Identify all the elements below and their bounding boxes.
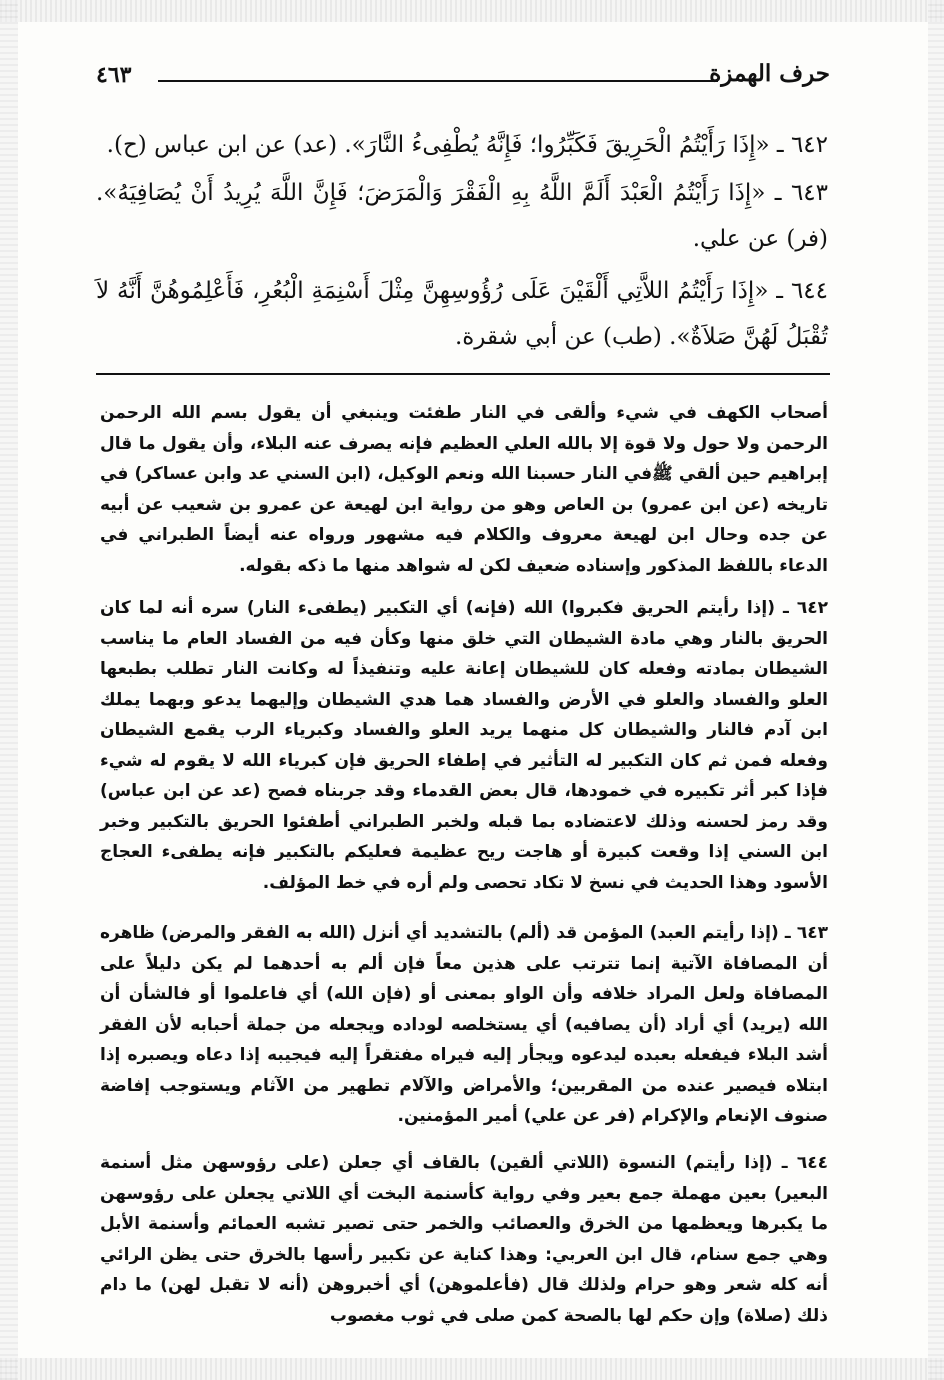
scan-border-top [0, 0, 944, 22]
chapter-title: حرف الهمزة [709, 60, 830, 87]
page-number: ٤٦٣ [96, 62, 132, 88]
section-divider [96, 373, 830, 375]
commentary-paragraph-642: ٦٤٢ ـ (إذا رأيتم الحريق فكبروا) الله (فإنه) أي التكبير (يطفىء النار) سره أنه لما كان الحريق بالنار وهي مادة الشيطان التي خلق منها وكأن فيه من الفساد العام ما يناسب الشيطان بمادته وفعله كان للشيطان إعانة عليه وتنفيذاً له وكانت النار تطلب بطبعها العلو والفساد والعلو في الأرض والفساد هما هدي الشيطان وإليهما يدعو وبهما يملك ابن آدم فالنار والشيطان كل منهما يريد العلو والفساد وكبرياء الرب يقمع الشيطان وفعله فمن ثم كان التكبير له التأثير في إطفاء الحريق فإن كبرياء الله لا يقوم له شيء فإذا كبر أثر تكبيره في خمودها، قال بعض القدماء وقد جربناه فصح (عد عن ابن عباس) وقد رمز لحسنه وذلك لاعتضاده بما قبله ولخبر الطبراني أطفئوا الحريق بالتكبير وخبر ابن السني إذا وقعت كبيرة أو هاجت ريح عظيمة فعليكم بالتكبير فإنه يطفىء العجاج الأسود وهذا الحديث في نسخ لا تكاد تحصى ولم أره في خط المؤلف. [100, 598, 828, 893]
page-header [96, 58, 830, 98]
commentary-paragraph-continued: أصحاب الكهف في شيء وألقى في النار طفئت وينبغي أن يقول بسم الله الرحمن الرحمن ولا حول ولا قوة إلا بالله العلي العظيم فإنه يصرف عنه البلاء، وأن يقول ما قال إبراهيم حين ألقي ﷺفي النار حسبنا الله ونعم الوكيل، (ابن السني عد وابن عساكر) في تاريخه (عن ابن عمرو) بن العاص وهو من رواية ابن لهيعة عن عمرو بن شعيب عن أبيه عن جده وحال ابن لهيعة معروف والكلام فيه مشهور ورواه عنه أيضاً الطبراني في الدعاء باللفظ المذكور وإسناده ضعيف لكن له شواهد منها ما ذكه بقوله. [100, 403, 828, 576]
hadith-642: ٦٤٢ ـ «إِذَا رَأَيْتُمُ الْحَرِيقَ فَكَبِّرُوا؛ فَإِنَّهُ يُطْفِىءُ النَّارَ». (عد) عن ابن عباس (ح). [106, 132, 828, 158]
scan-border-left [0, 0, 18, 1380]
hadith-643: ٦٤٣ ـ «إِذَا رَأَيْتُمُ الْعَبْدَ أَلَمَّ اللَّهُ بِهِ الْفَقْرَ وَالْمَرَضَ؛ فَإِنَّ اللَّهَ يُرِيدُ أَنْ يُصَافِيَهُ». (فر) عن علي. [96, 180, 828, 252]
hadith-644: ٦٤٤ ـ «إِذَا رَأَيْتُمُ اللاَّتِي أَلْقَيْنَ عَلَى رُؤُوسِهِنَّ مِثْلَ أَسْنِمَةِ الْبُعُرِ، فَأَعْلِمُوهُنَّ أَنَّهُ لاَ تُقْبَلُ لَهُنَّ صَلاَةٌ». (طب) عن أبي شقرة. [96, 278, 828, 350]
scan-border-bottom [0, 1358, 944, 1380]
commentary-paragraph-643: ٦٤٣ ـ (إذا رأيتم العبد) المؤمن قد (ألم) بالتشديد أي أنزل (الله به الفقر والمرض) ظاهره أن المصافاة الآتية إنما تترتب على هذين معاً فإن ألم به أحدهما لم يكن دليلاً على المصافاة ولعل المراد خلافه وأن الواو بمعنى أو (فإن الله) أي فاعلموا أو فالشأن أن الله (يريد) أي أراد (أن يصافيه) أي يستخلصه لوداده ويجعله من جملة أحبابه لأن الفقر أشد البلاء فيفعله بعبده ليدعوه ويجأر إليه فيراه مفتقراً إليه فيجيبه إذا دعاه ويصبره إذا ابتلاه فيصير عنده من المقربين؛ والأمراض والآلام تطهير من الآثام ويستوجب إفاضة صنوف الإنعام والإكرام (فر عن علي) أمير المؤمنين. [100, 923, 828, 1126]
header-rule [158, 80, 718, 82]
commentary-paragraph-644: ٦٤٤ ـ (إذا رأيتم) النسوة (اللاتي ألقين) بالقاف أي جعلن (على رؤوسهن مثل أسنمة البعير) بعين مهملة جمع بعير وفي رواية كأسنمة البخت أي اللاتي يجعلن على رؤوسهن ما يكبرها ويعظمها من الخرق والعصائب والخمر حتى تصير تشبه العمائم وأسنمة الأبل وهي جمع سنام، قال ابن العربي: وهذا كناية عن تكبير رأسها بالخرق حتى يظن الرائي أنه كله شعر وهو حرام ولذلك قال (فأعلموهن) أي أخبروهن (أنه لا تقبل لهن) ما دام ذلك (صلاة) وإن حكم لها بالصحة كمن صلى في ثوب مغصوب [100, 1153, 828, 1326]
scan-border-right [928, 0, 944, 1380]
